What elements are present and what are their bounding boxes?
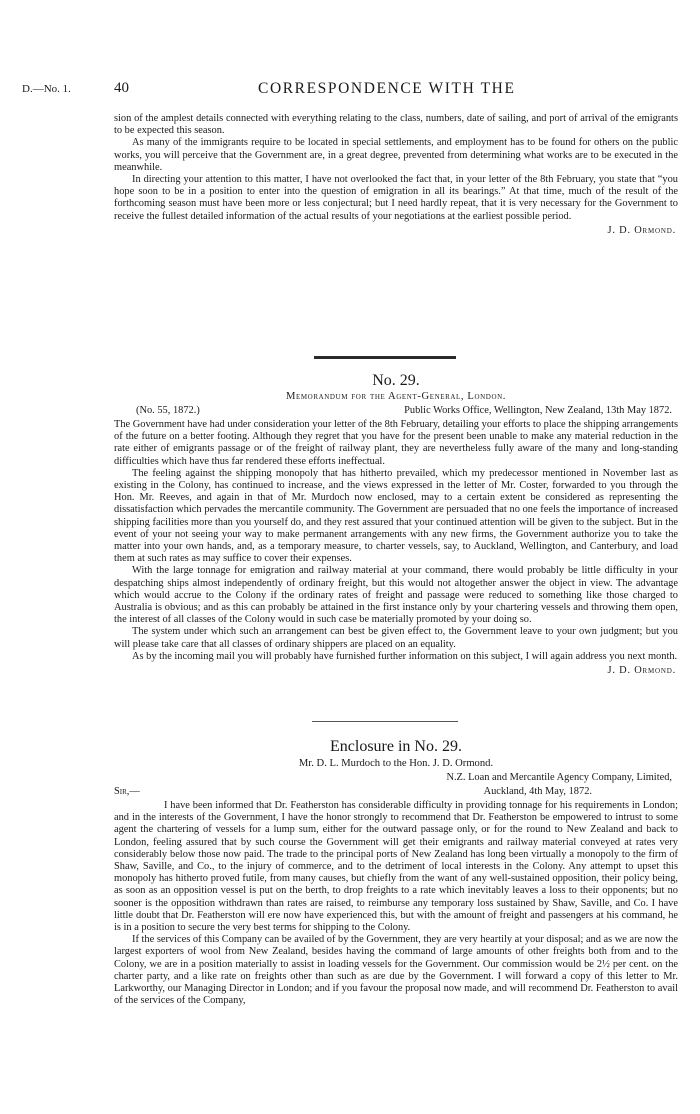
continuation-section bbox=[114, 113, 678, 237]
enclosure-body bbox=[114, 800, 678, 1007]
paragraph: sion of the amplest details connected with everything relating to the class, numbers, date of sailing, and port of arrival of the emigrants to be expected this season. bbox=[114, 113, 678, 137]
document-reference: D.—No. 1. bbox=[22, 83, 71, 95]
organisation: N.Z. Loan and Mercantile Agency Company, Limited, bbox=[446, 772, 672, 783]
paragraph: The feeling against the shipping monopoly that has hitherto prevailed, which my predecessor mentioned in November last as existing in the Colony, has continued to increase, and the views expressed in the letter of Mr. Coster, forwarded to you through the Hon. Mr. Reeves, and again in that of Mr. Murdoch now enclosed, may to a certain extent be considered as representing the dissatisfaction which pervades the mercantile community. The Government are persuaded that no one feels the importance of increased shipping facilities more than you yourself do, and they rest assured that your continued attention will be given to the subject. But in the event of your not seeing your way to make permanent arrangements with any new firms, the Government authorize you to take the matter into your own hands, and, as a temporary measure, to charter vessels, say, to Auckland, Wellington, and Canterbury, and load them at such rates as may suffice to cover their expenses. bbox=[114, 467, 678, 565]
paragraph: If the services of this Company can be availed of by the Government, they are very heartily at your disposal; and as we are now the largest exporters of wool from New Zealand, besides having the command of large amounts of other freights both from and to the Colony, we are in a position materially to assist in loading vessels for the Government. Our commission would be 2½ per cent. on the charter party, and a like rate on freights other than such as are due by the Government. I will forward a copy of this letter to Mr. Larkworthy, our Managing Director in London; and if you favour the proposal now made, and will recommend Dr. Featherston to avail of the services of the Company, bbox=[114, 934, 678, 1007]
paragraph: With the large tonnage for emigration and railway material at your command, there would probably be little difficulty in your despatching ships almost independently of ordinary freight, but this would not altogether answer the object in view. The advantage which would accrue to the Colony if the ordinary rates of freight and passage were reduced to something like those charged to Australia is obvious; and as this can probably be attained in the first instance only by your chartering vessels and throwing them open, the interest of all classes of the Colony would in such case be materially promoted by your doing so. bbox=[114, 565, 678, 626]
paragraph: In directing your attention to this matter, I have not overlooked the fact that, in your letter of the 8th February, you state that “you hope soon to be in a position to enter into the question of emigration in all its bearings.” At that time, much of the result of the forthcoming season must have been more or less conjectural; but I need hardly repeat, that it is very necessary for the Government to receive the fullest detailed information of the actual results of your negotiations at the earliest possible period. bbox=[114, 174, 678, 222]
running-title: CORRESPONDENCE WITH THE bbox=[258, 80, 516, 97]
from-line: Mr. D. L. Murdoch to the Hon. J. D. Ormond. bbox=[298, 758, 494, 769]
section-heading: No. 29. bbox=[372, 372, 420, 389]
paragraph: As many of the immigrants require to be located in special settlements, and employment has to be found for others on the public works, you will perceive that the Government are, in a great degree, prevented from determining what works are to be executed in the meanwhile. bbox=[114, 137, 678, 173]
page-number: 40 bbox=[114, 80, 129, 96]
memorandum-body bbox=[114, 419, 678, 677]
paragraph: The system under which such an arrangement can best be given effect to, the Government leave to your own judgment; but you will please take care that all classes of ordinary shippers are placed on an equality. bbox=[114, 626, 678, 650]
place-date: Auckland, 4th May, 1872. bbox=[483, 786, 592, 797]
memo-line: Memorandum for the Agent-General, London. bbox=[285, 391, 507, 402]
salutation: Sir,— bbox=[114, 786, 140, 797]
page-header bbox=[0, 80, 700, 104]
paragraph: As by the incoming mail you will probably have furnished further information on this subject, I will again address you next month. bbox=[132, 650, 678, 662]
section-divider bbox=[314, 356, 456, 359]
section-heading: Enclosure in No. 29. bbox=[330, 738, 462, 755]
reference-number: (No. 55, 1872.) bbox=[136, 405, 200, 416]
signature: J. D. Ormond. bbox=[607, 665, 676, 677]
dateline: Public Works Office, Wellington, New Zealand, 13th May 1872. bbox=[404, 405, 672, 416]
signature: J. D. Ormond. bbox=[607, 224, 676, 236]
paragraph: I have been informed that Dr. Featherston has considerable difficulty in providing tonnage for his requirements in London; and in the interests of the Government, I have the honor strongly to recommend that Dr. Featherston be empowered to intrust to some agent the chartering of vessels for a lump sum, either for the outward passage only, or for the round to New Zealand and back to London, feeling assured that by such course the Government will get their emigrants and railway material conveyed at rates very considerably below those now paid. The trade to the principal ports of New Zealand has long been virtually a monopoly to the firm of Shaw, Saville, and Co., to the injury of commerce, and to the detriment of local interests in the Colony. Any attempt to upset this monopoly has hitherto proved futile, from many causes, but chiefly from the want of any well-sustained opposition, their policy being, as soon as an opposition vessel is put on the berth, to drop freights to a rate which inevitably leaves a loss to their opponents; but no sooner is the opposition withdrawn than rates are raised, to reimburse any temporary loss sustained by Shaw, Saville, and Co. I have little doubt that Dr. Featherston will ere now have experienced this, but with the amount of freight and passengers at his command, he is in a position to secure the very best terms for shipping to the Colony. bbox=[114, 800, 678, 934]
paragraph: The Government have had under consideration your letter of the 8th February, detailing your efforts to place the shipping arrangements of the future on a better footing. Although they regret that you have for the present been unable to make any material reduction in the rate either of emigrants passage or of the freight of railway plant, they are nevertheless fully aware of the many and long-standing difficulties which have thus far rendered these efforts ineffectual. bbox=[114, 419, 678, 467]
section-divider bbox=[312, 721, 458, 722]
